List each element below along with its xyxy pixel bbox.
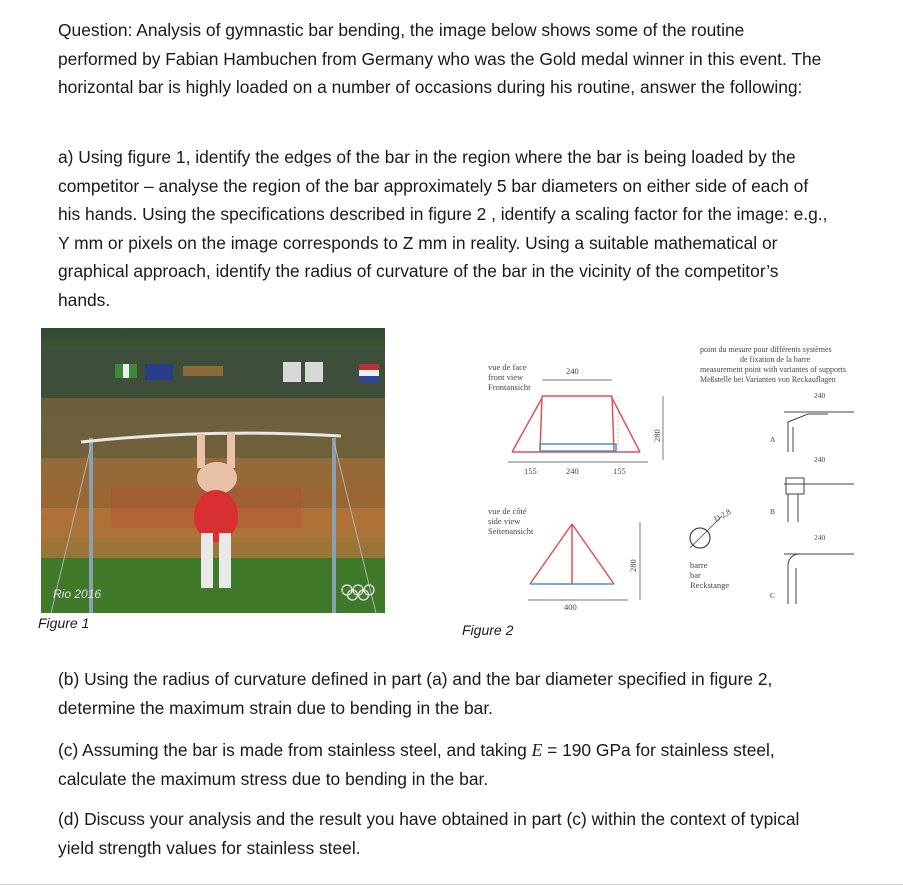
bar-diameter-label: D 2,8 — [712, 507, 733, 524]
detail-a-dimension: 240 — [814, 391, 826, 400]
bar-label-fr: barre — [690, 560, 708, 570]
figure-2-caption: Figure 2 — [462, 622, 514, 638]
figure-1-caption: Figure 1 — [38, 615, 90, 631]
side-view-label-de: Seitenansicht — [488, 526, 534, 536]
figure-2-drawing — [468, 332, 858, 622]
detail-b-dimension: 240 — [814, 455, 826, 464]
detail-b-label: B — [770, 507, 776, 516]
side-view-label-en: side view — [488, 516, 521, 526]
measure-point-de: Meßstelle bei Varianten von Reckauflagen — [700, 375, 836, 384]
elastic-modulus-symbol: E — [531, 740, 543, 760]
side-base-dimension: 400 — [564, 602, 577, 612]
front-view-label-fr: vue de face — [488, 362, 527, 372]
front-view-label-de: Frontansicht — [488, 382, 531, 392]
front-top-dimension: 240 — [566, 366, 579, 376]
side-view-label-fr: vue de côté — [488, 506, 527, 516]
part-c-before: (c) Assuming the bar is made from stainless steel, and taking — [58, 740, 532, 760]
part-d-text: (d) Discuss your analysis and the result you have obtained in part (c) within the context of typical yield strength values for stainless steel. — [58, 809, 800, 858]
front-height-dimension: 280 — [652, 429, 662, 442]
front-bottom-dim-left: 155 — [524, 466, 537, 476]
part-a-text: a) Using figure 1, identify the edges of the bar in the region where the bar is being loaded by the competitor – analyse the region of the bar approximately 5 bar diameters on either side of each of his hands. Using the specifications described in figure 2 , identify a scaling factor for the image: e.g., Y mm or pixels on the image corresponds to Z mm in reality. Using a suitable mathematical or graphical approach, identify the radius of curvature of the bar in the vicinity of the competitor’s hands. — [58, 147, 828, 310]
part-b-text: (b) Using the radius of curvature defined in part (a) and the bar diameter specified in figure 2, determine the maximum strain due to bending in the bar. — [58, 669, 773, 718]
page-bottom-divider — [0, 884, 903, 885]
side-height-dimension: 280 — [628, 559, 638, 572]
measure-point-fr-2: de fixation de la barre — [740, 355, 811, 364]
part-c-after: = 190 GPa for stainless steel, calculate the maximum stress due to bending in the bar. — [58, 740, 775, 789]
detail-a-label: A — [770, 435, 776, 444]
part-c-text — [58, 736, 828, 793]
bar-label-de: Reckstange — [690, 580, 730, 590]
measure-point-fr: point du mesure pour différents systèmes — [700, 345, 832, 354]
measure-point-en: measurement point with variantes of supports — [700, 365, 846, 374]
detail-c-dimension: 240 — [814, 533, 826, 542]
front-bottom-dim-center: 240 — [566, 466, 579, 476]
figure-1-photo — [41, 328, 385, 613]
front-view-label-en: front view — [488, 372, 524, 382]
detail-c-label: C — [770, 591, 776, 600]
bar-label-en: bar — [690, 570, 701, 580]
front-bottom-dim-right: 155 — [613, 466, 626, 476]
rio-logo-text: Rio 2016 — [53, 587, 102, 601]
question-text: Question: Analysis of gymnastic bar bending, the image below shows some of the routine performed by Fabian Hambuchen from Germany who was the Gold medal winner in this event. The horizontal bar is highly loaded on a number of occasions during his routine, answer the following: — [58, 20, 822, 98]
